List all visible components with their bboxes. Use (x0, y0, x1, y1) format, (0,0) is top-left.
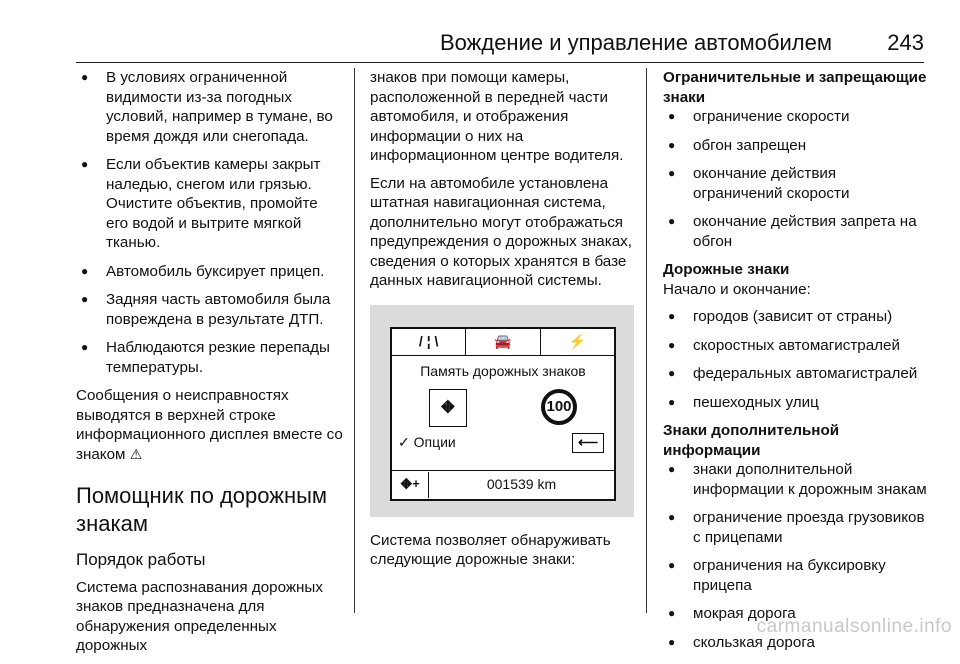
plus-icon: + (412, 476, 420, 491)
page-title: Вождение и управление автомобилем (439, 30, 832, 55)
conditions-list (76, 68, 344, 377)
list-item: ● городов (зависит от страны) (663, 307, 927, 327)
motorway-sign-icon: ⛖ + (392, 472, 429, 498)
column-divider (354, 68, 355, 613)
list-item: ● скоростных автомагистралей (663, 336, 927, 356)
column-3 (663, 68, 927, 661)
list-item: ● пешеходных улиц (663, 393, 927, 413)
list-heading: Ограничительные и запрещающие знаки (663, 69, 927, 106)
list-item: ● мокрая дорога (663, 604, 927, 624)
list-item: ● окончание действия запрета на обгон (663, 212, 927, 251)
paragraph: Начало и окончание: (663, 280, 811, 298)
back-arrow-icon: ⟵ (572, 433, 604, 453)
tab-brand-icon: ⚡ (568, 332, 587, 349)
watermark: carmanualsonline.info (756, 616, 952, 637)
list-item: ● ограничения на буксировку прицепа (663, 556, 927, 595)
list-item: ● ограничение проезда грузовиков с прицепами (663, 508, 927, 547)
paragraph: Сообщения о неисправностях выводятся в верхней строке информационного дисплея вместе со знаком ⚠ (76, 387, 343, 463)
list-item: ● Автомобиль буксирует прицеп. (76, 262, 344, 282)
list-item: ● Задняя часть автомобиля была повреждена в результате ДТП. (76, 290, 344, 329)
list-item: ● окончание действия ограничений скорости (663, 164, 927, 203)
check-icon: ✓ (398, 434, 410, 451)
sign-icons-row (392, 389, 614, 427)
options-label: ✓ Опции (398, 434, 456, 451)
tab-road-icon: / ¦ \ (418, 332, 439, 349)
motorway-sign-icon: ⛖ (429, 389, 467, 427)
options-row (392, 427, 614, 453)
subsection-heading: Порядок работы (76, 550, 206, 569)
tab-car-icon: 🚘 (465, 329, 540, 355)
list-item: ● федеральных автомагистралей (663, 364, 927, 384)
display-figure (370, 305, 634, 517)
page-header (76, 22, 924, 63)
paragraph: Система позволяет обнаруживать следующие дорожные знаки: (370, 531, 611, 568)
paragraph: Система распознавания дорожных знаков предназначена для обнаружения определенных дорожных (76, 578, 323, 654)
speed-limit-sign: 100 (541, 389, 577, 425)
warning-triangle-icon: ⚠ (129, 445, 143, 462)
restriction-signs-list (663, 107, 927, 251)
list-item: ● Наблюдаются резкие перепады температуры. (76, 338, 344, 377)
list-item: ● знаки дополнительной информации к дорожным знакам (663, 460, 927, 499)
list-item: ● В условиях ограниченной видимости из-за погодных условий, например в тумане, во время дождя или снегопада. (76, 68, 344, 146)
list-item: ● ограничение скорости (663, 107, 927, 127)
odometer-value: 001539 km (486, 475, 557, 492)
list-heading: Дорожные знаки (663, 261, 790, 278)
display-title: Память дорожных знаков (420, 362, 586, 379)
display-status-bar (392, 470, 614, 499)
paragraph: Если на автомобиле установлена штатная навигационная система, дополнительно могут отображаться предупреждения о дорожных знаках, сведения о которых хранятся в базе данных навигационной системы. (370, 174, 632, 289)
page-number: 243 (887, 30, 924, 55)
list-item: ● обгон запрещен (663, 136, 927, 156)
road-signs-list (663, 307, 927, 412)
list-item: ● Если объектив камеры закрыт наледью, снегом или грязью. Очистите объектив, промойте его водой и вытрите мягкой тканью. (76, 155, 344, 253)
column-2 (370, 68, 632, 578)
section-heading: Помощник по дорожным знакам (76, 483, 328, 536)
column-1 (76, 68, 344, 664)
list-heading: Знаки дополнительной информации (663, 422, 840, 459)
paragraph: знаков при помощи камеры, расположенной в передней части автомобиля, и отображения информации о них на информационном центре водителя. (370, 69, 624, 164)
list-item: ● скользкая дорога (663, 633, 927, 653)
driver-info-display (390, 327, 616, 501)
column-divider (646, 68, 647, 613)
display-tabs (392, 329, 614, 356)
